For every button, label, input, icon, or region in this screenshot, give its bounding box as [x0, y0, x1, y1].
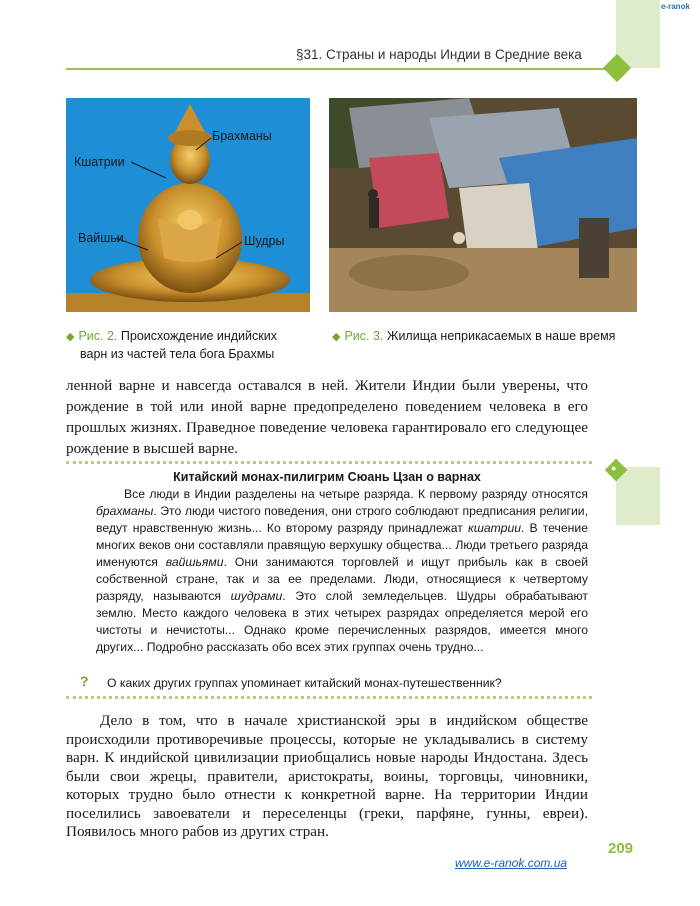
figure-2-caption-line1: Происхождение индийских — [120, 329, 277, 343]
figure-2-caption — [66, 328, 316, 363]
figure-3-caption — [332, 328, 642, 346]
term-kshatriyas: кшатрии — [468, 521, 521, 535]
source-title: Китайский монах-пилигрим Сюань Цзан о варнах — [173, 470, 481, 484]
label-vaishyas: Вайшьи — [78, 231, 124, 245]
term-shudras: шудрами — [230, 589, 283, 603]
margin-strip-top — [616, 0, 660, 68]
bullet-diamond-icon: ◆ — [332, 331, 341, 343]
source-question: О каких других группах упоминает китайский монах-путешественник? — [107, 676, 502, 690]
figure-2-image — [66, 98, 310, 312]
publisher-logo: e-ranok — [661, 2, 690, 11]
source-text-part: . В течение многих веков они составляли правящую верхушку общества... Люди третьего разряда именуются — [96, 521, 588, 569]
term-brahmins: брахманы — [96, 504, 154, 518]
source-top-divider — [66, 461, 592, 464]
website-link[interactable]: www.e-ranok.com.ua — [455, 856, 568, 870]
body-paragraph-2: Дело в том, что в начале христианской эры в индийском обществе происходили противоречивые процессы, которые не укладывались в систему варн. К индийской цивилизации приобщались новые народы Индостана. Здесь были свои жрецы, правители, аристократы, воины, торговцы, чиновники, которых трудно было отнести к конкретной варне. На территории Индии поселились завоеватели и переселенцы (греки, парфяне, гунны, евреи). Появилось много рабов из других стран. — [66, 712, 588, 840]
page-number: 209 — [608, 840, 634, 857]
chapter-header: §31. Страны и народы Индии в Средние века — [296, 47, 582, 62]
question-icon: ? — [80, 673, 89, 689]
header-rule — [66, 68, 606, 70]
figure-2-caption-line2: варн из частей тела бога Брахмы — [80, 347, 275, 361]
speech-bubble-icon: ● — [611, 463, 617, 473]
bullet-diamond-icon: ◆ — [66, 331, 75, 343]
source-text — [96, 486, 588, 656]
margin-strip-middle — [616, 467, 660, 525]
figure-2-label: Рис. 2. — [78, 329, 118, 343]
label-shudras: Шудры — [244, 234, 285, 248]
slum-dwellings-photo — [329, 98, 637, 312]
body-paragraph-1: ленной варне и навсегда оставался в ней. Жители Индии были уверены, что рождение в той или иной варне предопределено поведением человека в его прошлых жизнях. Праведное поведение человека гарантировало его следующее рождение в высшей варне. — [66, 377, 588, 457]
source-bottom-divider — [66, 696, 592, 699]
source-text-part: . Это люди чистого поведения, они строго соблюдают предписания религии, ведут нравственную жизнь... Ко второму разряду принадлежат — [96, 504, 588, 535]
source-text-part: . Они занимаются торговлей и ищут прибыль как в своей собственной стране, так и за ее пределами. Люди, относящиеся к четвертому разряду, называются — [96, 555, 589, 603]
figure-3-image — [329, 98, 637, 312]
source-text-part: Все люди в Индии разделены на четыре разряда. К первому разряду относятся — [124, 487, 588, 501]
figure-3-caption-text: Жилища неприкасаемых в наше время — [386, 329, 616, 343]
label-kshatriyas: Кшатрии — [74, 155, 125, 169]
label-pointer-lines — [66, 98, 310, 312]
source-text-part: . Это слой земледельцев. Шудры обрабатывают землю. Место каждого человека в этих четырех разрядах определяется мерой его чистоты и нечистоты... Однако кроме перечисленных разрядов, имеется много других... Подробно рассказать обо всех этих группах очень трудно... — [96, 589, 588, 654]
label-brahmins: Брахманы — [212, 129, 272, 143]
figure-3-label: Рис. 3. — [344, 329, 384, 343]
term-vaishyas: вайшьями — [165, 555, 224, 569]
